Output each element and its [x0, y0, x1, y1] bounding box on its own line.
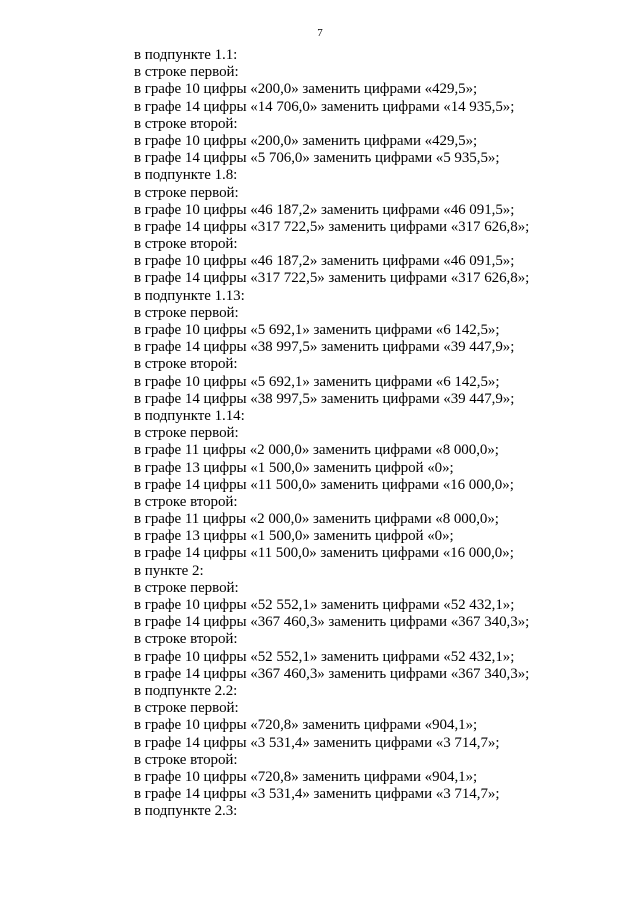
text-line: в графе 14 цифры «317 722,5» заменить цифрами «317 626,8»; — [134, 270, 530, 287]
text-line: в графе 14 цифры «38 997,5» заменить цифрами «39 447,9»; — [134, 339, 515, 356]
text-line: в подпункте 1.1: — [134, 47, 238, 63]
text-line: в графе 14 цифры «367 460,3» заменить цифрами «367 340,3»; — [134, 665, 530, 682]
text-line: в графе 10 цифры «200,0» заменить цифрами «429,5»; — [134, 81, 478, 98]
text-line: в графе 14 цифры «11 500,0» заменить цифрами «16 000,0»; — [134, 545, 514, 562]
text-line: в графе 10 цифры «52 552,1» заменить цифрами «52 432,1»; — [134, 648, 515, 665]
text-line: в графе 14 цифры «317 722,5» заменить цифрами «317 626,8»; — [134, 218, 530, 235]
text-line: в графе 10 цифры «46 187,2» заменить цифрами «46 091,5»; — [134, 201, 515, 218]
text-line: в графе 14 цифры «5 706,0» заменить цифрами «5 935,5»; — [134, 150, 500, 167]
text-line: в строке первой: — [134, 579, 239, 596]
text-line: в графе 10 цифры «720,8» заменить цифрами «904,1»; — [134, 717, 478, 734]
text-line: в подпункте 2.2: — [134, 682, 238, 699]
text-line: в подпункте 1.8: — [134, 167, 238, 184]
text-line: в графе 10 цифры «200,0» заменить цифрами «429,5»; — [134, 132, 478, 149]
text-line: в пункте 2: — [134, 562, 204, 579]
text-line: в графе 10 цифры «720,8» заменить цифрами «904,1»; — [134, 768, 478, 785]
text-line: в строке второй: — [134, 356, 238, 373]
text-line: в графе 14 цифры «38 997,5» заменить цифрами «39 447,9»; — [134, 390, 515, 407]
text-line: в графе 10 цифры «5 692,1» заменить цифрами «6 142,5»; — [134, 373, 500, 390]
text-line: в подпункте 1.13: — [134, 287, 245, 304]
text-line: в строке первой: — [134, 304, 239, 321]
text-line: в строке первой: — [134, 700, 239, 717]
text-line: в графе 10 цифры «52 552,1» заменить цифрами «52 432,1»; — [134, 597, 515, 613]
text-line: в графе 11 цифры «2 000,0» заменить цифрами «8 000,0»; — [134, 442, 499, 459]
text-line: в строке второй: — [134, 236, 238, 253]
text-line: в графе 14 цифры «3 531,4» заменить цифрами «3 714,7»; — [134, 786, 500, 803]
document-body — [134, 47, 614, 820]
text-line: в строке первой: — [134, 425, 239, 442]
text-line: в графе 13 цифры «1 500,0» заменить цифрой «0»; — [134, 459, 454, 476]
text-line: в графе 10 цифры «5 692,1» заменить цифрами «6 142,5»; — [134, 322, 500, 338]
text-line: в строке второй: — [134, 751, 238, 768]
text-line: в строке второй: — [134, 115, 238, 132]
text-line: в подпункте 1.14: — [134, 407, 245, 424]
text-line: в строке первой: — [134, 64, 239, 81]
text-line: в графе 10 цифры «46 187,2» заменить цифрами «46 091,5»; — [134, 253, 515, 270]
text-line: в графе 14 цифры «3 531,4» заменить цифрами «3 714,7»; — [134, 734, 500, 751]
text-line: в строке второй: — [134, 493, 238, 510]
text-line: в графе 13 цифры «1 500,0» заменить цифрой «0»; — [134, 528, 454, 545]
text-line: в графе 14 цифры «14 706,0» заменить цифрами «14 935,5»; — [134, 98, 515, 115]
text-line: в строке первой: — [134, 184, 239, 201]
page-number: 7 — [317, 27, 323, 39]
text-line: в графе 11 цифры «2 000,0» заменить цифрами «8 000,0»; — [134, 511, 499, 528]
text-line: в подпункте 2.3: — [134, 803, 238, 820]
text-line: в графе 14 цифры «11 500,0» заменить цифрами «16 000,0»; — [134, 476, 514, 493]
text-line: в строке второй: — [134, 631, 238, 648]
text-line: в графе 14 цифры «367 460,3» заменить цифрами «367 340,3»; — [134, 614, 530, 631]
